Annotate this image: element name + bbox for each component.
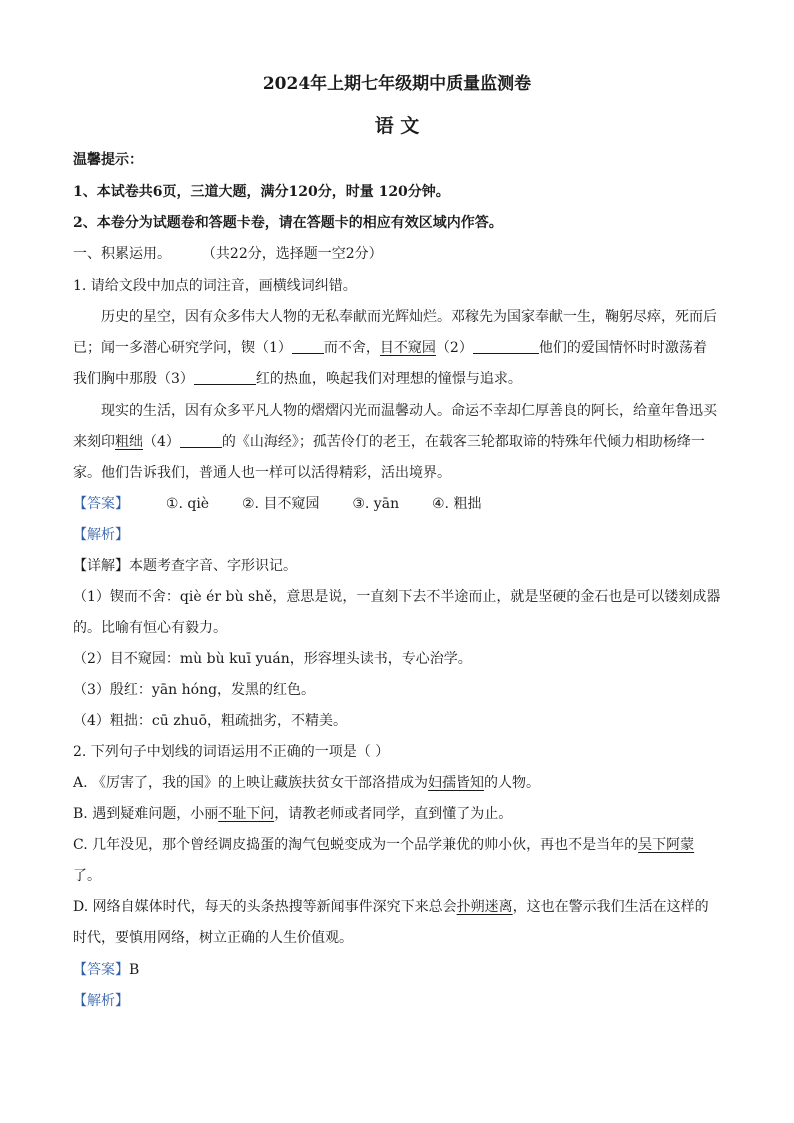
option-d-cont: 时代，要慎用网络，树立正确的人生价值观。: [73, 930, 353, 946]
explanation-line: （4）粗拙：cū zhuō，粗疏拙劣，不精美。: [73, 713, 348, 729]
answer-value: B: [129, 962, 140, 978]
section-heading: [73, 244, 383, 264]
underlined-word: 不耻下问: [218, 806, 275, 822]
option-a: A. 《厉害了，我的国》的上映让藏族扶贫女干部洛措成为妇孺皆知的人物。: [73, 775, 541, 791]
detail-text: 本题考查字音、字形识记。: [129, 558, 297, 574]
q1-passage-line: 家。他们告诉我们，普通人也一样可以活得精彩，活出境界。: [73, 465, 451, 481]
detail-label: 【详解】: [73, 558, 129, 574]
q1-passage-line: 我们胸中那殷（3） 红的热血，唤起我们对理想的憧憬与追求。: [73, 371, 522, 387]
question-2-stem: 2. 下列句子中划线的词语运用不正确的一项是（ ）: [73, 744, 390, 760]
question-1-stem: 1. 请给文段中加点的词注音，画横线词纠错。: [73, 278, 357, 294]
q1-passage-line: 历史的星空，因有众多伟大人物的无私奉献而光辉灿烂。邓稼先为国家奉献一生，鞠躬尽瘁，死而后: [101, 309, 717, 325]
tip-item-2: 2、本卷分为试题卷和答题卡卷，请在答题卡的相应有效区域内作答。: [73, 215, 503, 231]
q1-passage-line: 来刻印粗绌（4） 的《山海经》；孤苦伶仃的老王，在载客三轮都取谛的特殊年代倾力相助杨绛一: [73, 434, 705, 450]
q1-passage-line: 现实的生活，因有众多平凡人物的熠熠闪光而温馨动人。命运不幸却仁厚善良的阿长，给童年鲁迅买: [101, 403, 717, 419]
section-title: 一、积累运用。: [73, 246, 171, 262]
answer-item: ③. yān: [352, 496, 400, 512]
analysis-label: 【解析】: [73, 993, 129, 1009]
answer-blank-4: [180, 433, 222, 448]
answer-item: ④. 粗拙: [432, 496, 482, 512]
detail-row: [73, 556, 297, 576]
option-c-cont: 了。: [73, 868, 101, 884]
tips-heading: 温馨提示：: [73, 152, 143, 168]
underlined-word: 扑朔迷离: [456, 899, 513, 915]
tip-item-1: 1、本试卷共6页，三道大题，满分120分，时量 120分钟。: [73, 184, 450, 200]
answer-blank-1: [292, 339, 324, 354]
underlined-word: 妇孺皆知: [428, 775, 485, 791]
explanation-line: （2）目不窥园：mù bù kuī yuán，形容埋头读书，专心治学。: [73, 651, 472, 667]
answer-label: 【答案】: [73, 962, 129, 978]
exam-title: 2024年上期七年级期中质量监测卷: [262, 74, 532, 94]
answer-label: 【答案】: [73, 496, 129, 512]
option-c: C. 几年没见，那个曾经调皮捣蛋的淘气包蜕变成为一个品学兼优的帅小伙，再也不是当年的吴下阿蒙: [73, 837, 695, 853]
explanation-line: （3）殷红：yān hóng，发黑的红色。: [73, 682, 316, 698]
option-b: B. 遇到疑难问题，小丽不耻下问，请教老师或者同学，直到懂了为止。: [73, 806, 513, 822]
answer-blank-3: [194, 370, 256, 385]
option-d: D. 网络自媒体时代，每天的头条热搜等新闻事件深究下来总会扑朔迷离，这也在警示我们生活在这样的: [73, 899, 709, 915]
explanation-line: （1）锲而不舍：qiè ér bù shě，意思是说，一直刻下去不半途而止，就是坚硬的金石也是可以镂刻成器: [73, 589, 721, 605]
analysis-label: 【解析】: [73, 527, 129, 543]
underlined-word: 吴下阿蒙: [638, 837, 695, 853]
explanation-line: 的。比喻有恒心有毅力。: [73, 620, 227, 636]
answer-item: ①. qiè: [165, 496, 210, 512]
underlined-word: 目不窥园: [379, 340, 436, 356]
answer-blank-2: [473, 339, 539, 354]
answer-item: ②. 目不窥园: [242, 496, 320, 512]
section-note: （共22分，选择题一空2分）: [201, 246, 383, 262]
q1-passage-line: 已；闻一多潜心研究学问，锲（1） 而不舍，目不窥园（2） 他们的爱国情怀时时激荡着: [73, 340, 707, 356]
underlined-word: 粗绌: [115, 434, 143, 450]
subject-title: 语 文: [374, 115, 420, 137]
q2-answer-row: [73, 960, 139, 980]
q1-answer-row: [73, 494, 481, 514]
